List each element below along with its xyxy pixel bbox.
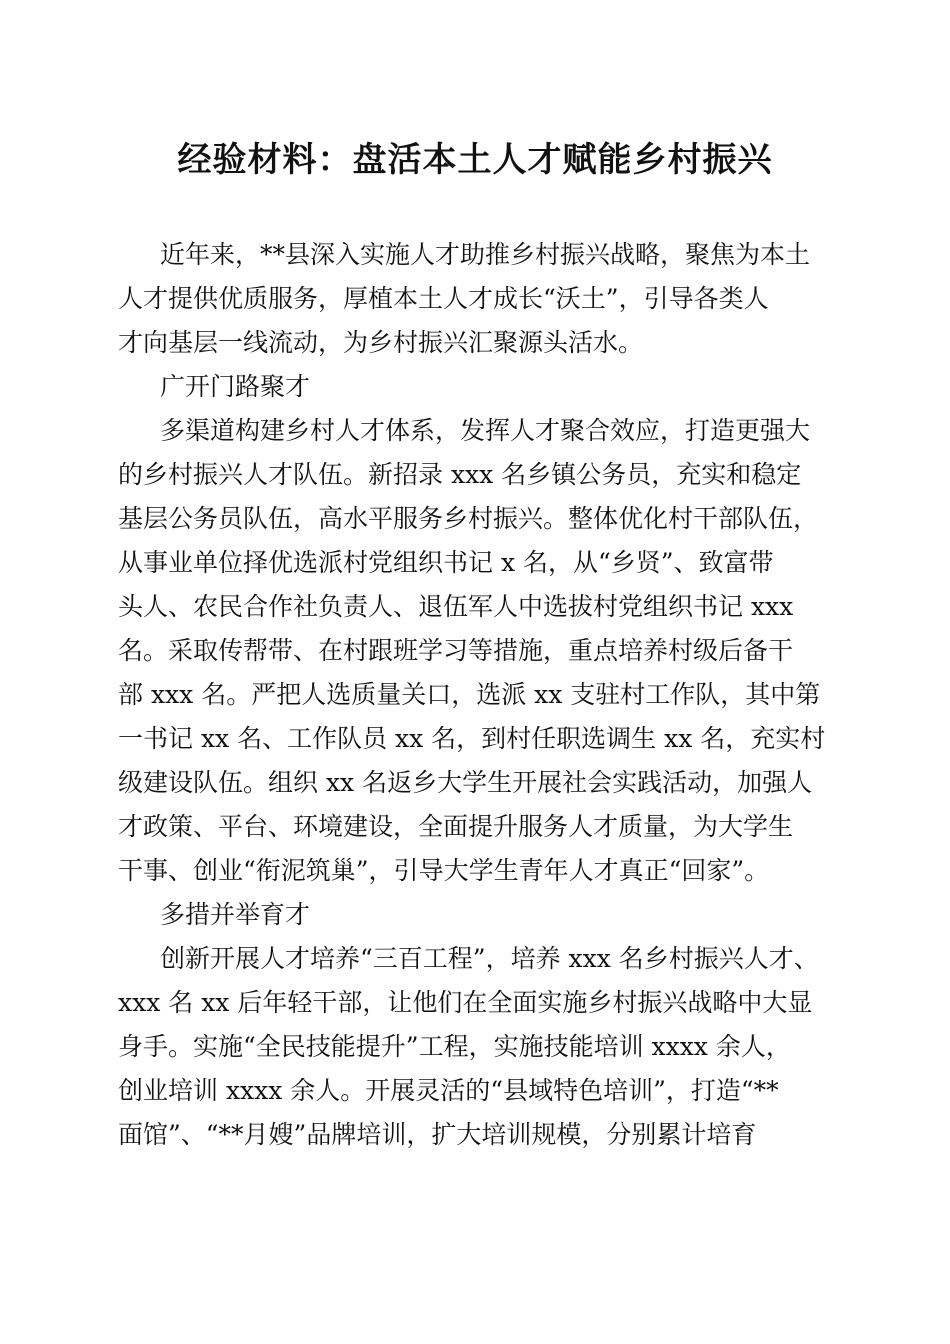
paragraph-line: 从事业单位择优选派村党组织书记 x 名，从“乡贤”、致富带 <box>118 548 774 577</box>
paragraph-line: 名。采取传帮带、在村跟班学习等措施，重点培养村级后备干 <box>118 636 794 665</box>
paragraph-line: 创新开展人才培养“三百工程”，培养 xxx 名乡村振兴人才、 <box>160 944 819 973</box>
paragraph-line: 的乡村振兴人才队伍。新招录 xxx 名乡镇公务员，充实和稳定 <box>118 460 802 489</box>
paragraph-line: 干事、创业“衔泥筑巢”，引导大学生青年人才真正“回家”。 <box>118 856 770 885</box>
paragraph-line: 头人、农民合作社负责人、退伍军人中选拔村党组织书记 xxx <box>118 592 794 621</box>
paragraph-line: 才政策、平台、环境建设，全面提升服务人才质量，为大学生 <box>118 812 794 841</box>
section-heading: 多措并举育才 <box>160 900 311 929</box>
document-body <box>118 233 836 1157</box>
paragraph-line: 近年来，**县深入实施人才助推乡村振兴战略，聚焦为本土 <box>160 240 811 269</box>
paragraph-line: 创业培训 xxxx 余人。开展灵活的“县域特色培训”，打造“** <box>118 1076 779 1105</box>
paragraph-line: 级建设队伍。组织 xx 名返乡大学生开展社会实践活动，加强人 <box>118 768 813 797</box>
paragraph-line: 基层公务员队伍，高水平服务乡村振兴。整体优化村干部队伍， <box>118 504 819 533</box>
paragraph-line: xxx 名 xx 后年轻干部，让他们在全面实施乡村振兴战略中大显 <box>118 988 813 1017</box>
paragraph-line: 一书记 xx 名、工作队员 xx 名，到村任职选调生 xx 名，充实村 <box>118 724 826 753</box>
paragraph-line: 部 xxx 名。严把人选质量关口，选派 xx 支驻村工作队，其中第 <box>118 680 821 709</box>
paragraph-line: 多渠道构建乡村人才体系，发挥人才聚合效应，打造更强大 <box>160 416 811 445</box>
paragraph-line: 面馆”、“**月嫂”品牌培训，扩大培训规模，分别累计培育 <box>118 1120 757 1149</box>
document-title: 经验材料：盘活本土人才赋能乡村振兴 <box>177 140 773 180</box>
paragraph-line: 人才提供优质服务，厚植本土人才成长“沃土”，引导各类人 <box>118 284 769 313</box>
paragraph-line: 才向基层一线流动，为乡村振兴汇聚源头活水。 <box>118 328 644 357</box>
paragraph-line: 身手。实施“全民技能提升”工程，实施技能培训 xxxx 余人， <box>118 1032 791 1061</box>
section-heading: 广开门路聚才 <box>160 372 311 401</box>
